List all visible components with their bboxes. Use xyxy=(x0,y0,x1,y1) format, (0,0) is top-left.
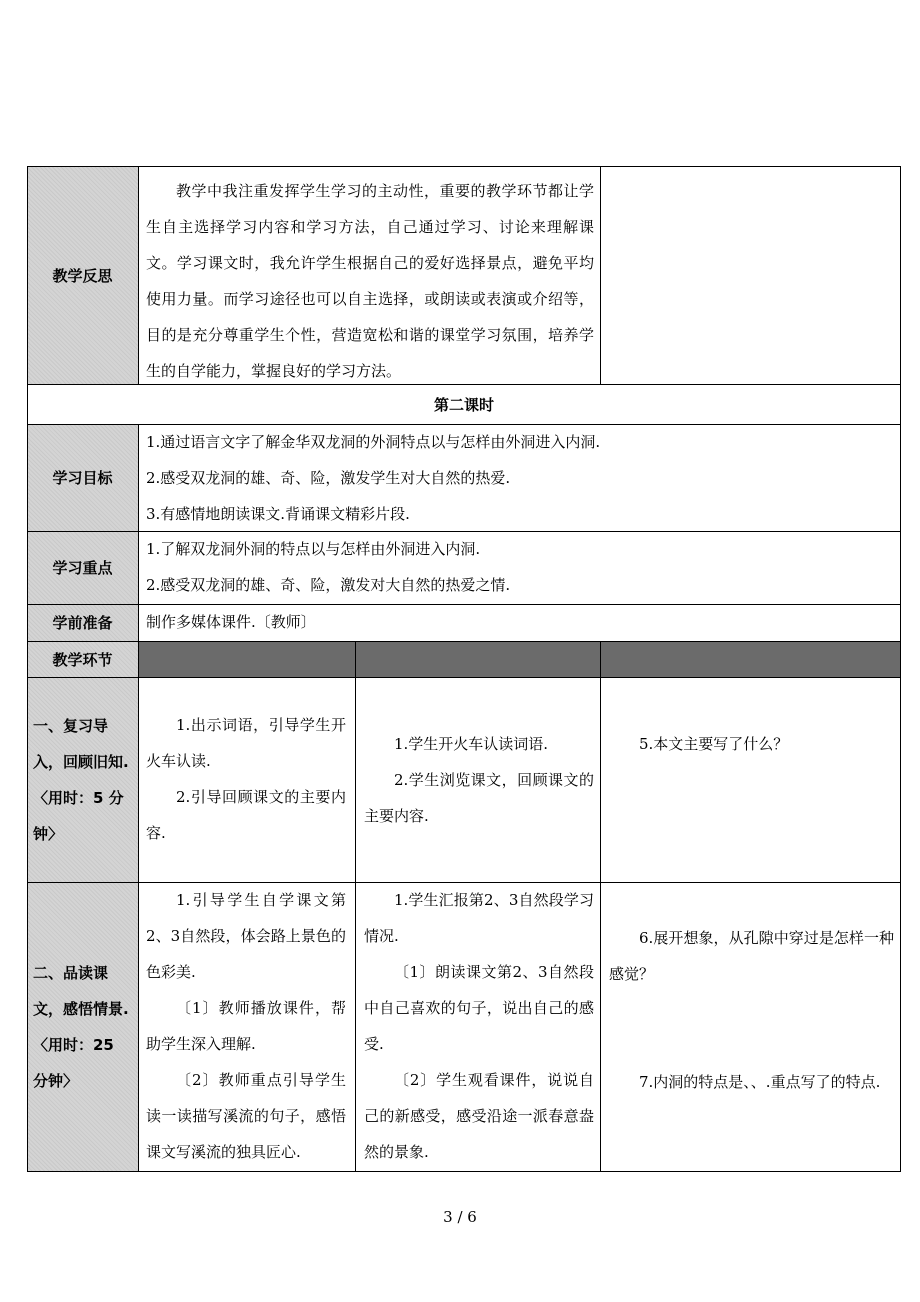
steps-header-label-cell xyxy=(27,641,138,677)
second-lesson-title: 第二课时 xyxy=(433,395,494,414)
goals-label: 学习目标 xyxy=(52,469,113,487)
table-border-top xyxy=(27,166,901,167)
reflection-label: 教学反思 xyxy=(52,266,113,285)
step1-label: 一、复习导入，回顾旧知.〈用时：5 分钟〉 xyxy=(33,716,129,843)
key-points-list xyxy=(146,531,896,603)
col-divider xyxy=(138,641,139,1172)
goals-label-cell xyxy=(27,424,138,531)
step1-question: 5.本文主要写了什么？ xyxy=(639,735,789,753)
goal-item: 2.感受双龙洞的雄、奇、险，激发学生对大自然的热爱. xyxy=(146,469,511,487)
steps-header-label: 教学环节 xyxy=(52,650,113,669)
row-divider xyxy=(27,384,901,385)
col-divider xyxy=(138,424,139,677)
reflection-text: 教学中我注重发挥学生学习的主动性，重要的教学环节都让学生自主选择学习内容和学习方法，自己通过学习、讨论来理解课文。学习课文时，我允许学生根据自己的爱好选择景点，避免平均使用力量。而学习途径也可以自主选择，或朗读或表演或介绍等，目的是充分尊重学生个性，营造宽松和谐的课堂学习氛围，培养学生的自学能力，掌握良好的学习方法。 xyxy=(146,182,594,380)
row-divider xyxy=(27,641,901,642)
preparation-label-cell xyxy=(27,604,138,641)
col-divider xyxy=(600,641,601,1172)
step2-teacher: 1.引导学生自学课文第2、3自然段，体会路上景色的色彩美. 〔1〕教师播放课件，帮助学生深入理解. 〔2〕教师重点引导学生读一读描写溪流的句子，感悟课文写溪流的独具匠心. xyxy=(146,891,346,1161)
row-divider xyxy=(27,604,901,605)
step2-label: 二、品读课文，感悟情景.〈用时：25 分钟〉 xyxy=(33,963,129,1090)
step2-question-2: 7.内洞的特点是、、.重点写了的特点. xyxy=(639,1073,881,1091)
page-number: 3 / 6 xyxy=(443,1208,477,1226)
col-divider xyxy=(138,166,139,384)
key-points-label: 学习重点 xyxy=(52,559,113,577)
table-border-bottom xyxy=(27,1171,901,1172)
table-border-left xyxy=(27,166,28,1172)
row-divider xyxy=(27,882,901,883)
step1-student: 1.学生开火车认读词语. 2.学生浏览课文，回顾课文的主要内容. xyxy=(364,735,594,825)
key-point-item: 2.感受双龙洞的雄、奇、险，激发对大自然的热爱之情. xyxy=(146,576,511,594)
row-divider xyxy=(27,424,901,425)
step1-teacher: 1.出示词语，引导学生开火车认读. 2.引导回顾课文的主要内容. xyxy=(146,716,346,842)
step2-question-1: 6.展开想象，从孔隙中穿过是怎样一种感觉？ xyxy=(609,929,894,983)
goals-list xyxy=(146,424,896,532)
step2-student: 1.学生汇报第2、3自然段学习情况. 〔1〕朗读课文第2、3自然段中自己喜欢的句子，说出自己的感受. 〔2〕学生观看课件，说说自己的新感受，感受沿途一派春意盎然的景象. xyxy=(364,891,594,1161)
step1-label-cell xyxy=(27,677,138,882)
goal-item: 1.通过语言文字了解金华双龙洞的外洞特点以与怎样由外洞进入内洞. xyxy=(146,433,601,451)
row-divider xyxy=(27,531,901,532)
preparation-label: 学前准备 xyxy=(52,614,113,632)
key-point-item: 1.了解双龙洞外洞的特点以与怎样由外洞进入内洞. xyxy=(146,540,481,558)
reflection-label-cell xyxy=(27,166,138,384)
key-points-label-cell xyxy=(27,531,138,604)
row-divider xyxy=(27,677,901,678)
table-border-right xyxy=(900,166,901,1172)
goal-item: 3.有感情地朗读课文.背诵课文精彩片段. xyxy=(146,505,410,523)
col-divider xyxy=(600,166,601,384)
preparation-text: 制作多媒体课件.〔教师〕 xyxy=(146,613,316,631)
steps-header-dark-cell xyxy=(138,641,901,677)
col-divider xyxy=(355,641,356,1172)
step2-label-cell xyxy=(27,882,138,1171)
